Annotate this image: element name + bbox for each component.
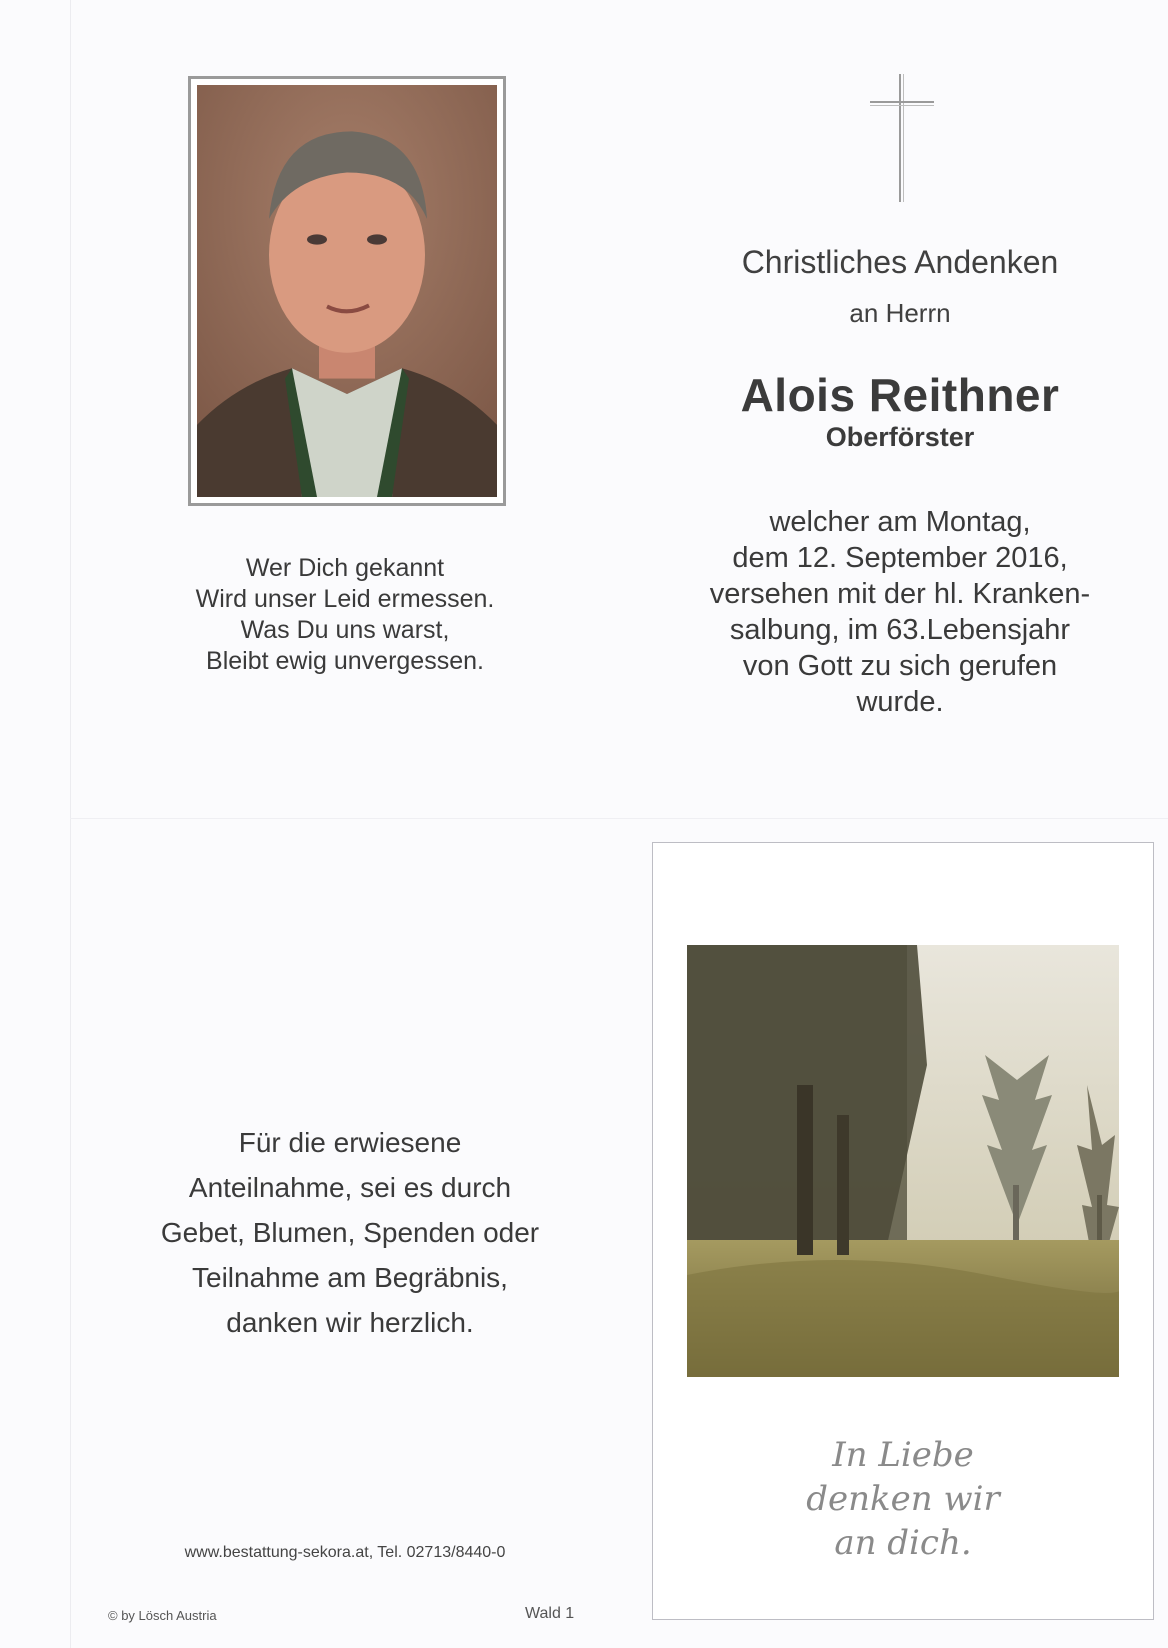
- death-details: [660, 504, 1140, 720]
- portrait-photo: [197, 85, 497, 497]
- copyright: © by Lösch Austria: [108, 1608, 217, 1623]
- details-line: versehen mit der hl. Kranken-: [709, 578, 1091, 610]
- script-line: denken wir: [806, 1479, 1000, 1519]
- deceased-name: Alois Reithner: [740, 369, 1060, 421]
- subheading: an Herrn: [849, 298, 951, 328]
- verse-line: Bleibt ewig unvergessen.: [206, 647, 484, 675]
- thanks-line: Anteilnahme, sei es durch: [188, 1172, 512, 1203]
- forest-landscape-image: [687, 945, 1119, 1377]
- deceased-title: Oberförster: [825, 422, 975, 452]
- memorial-verse: [150, 553, 540, 677]
- details-line: wurde.: [856, 686, 944, 718]
- portrait-frame: [188, 76, 506, 506]
- model-label: Wald 1: [525, 1605, 575, 1622]
- verse-line: Wer Dich gekannt: [245, 554, 445, 582]
- thanks-text: [110, 1120, 590, 1345]
- panel-divider-horizontal: [70, 818, 1168, 819]
- thanks-line: danken wir herzlich.: [226, 1307, 474, 1338]
- verse-line: Was Du uns warst,: [240, 616, 450, 644]
- script-line: an dich.: [834, 1523, 972, 1563]
- details-line: salbung, im 63.Lebensjahr: [729, 614, 1071, 646]
- panel-divider-vertical: [70, 0, 71, 1648]
- website-contact: www.bestattung-sekora.at, Tel. 02713/8440-0: [184, 1544, 506, 1561]
- details-line: dem 12. September 2016,: [732, 542, 1068, 574]
- details-line: welcher am Montag,: [769, 506, 1031, 538]
- memorial-card: [652, 842, 1154, 1620]
- cross-icon: [870, 74, 934, 202]
- thanks-line: Teilnahme am Begräbnis,: [192, 1262, 508, 1293]
- thanks-line: Gebet, Blumen, Spenden oder: [160, 1217, 540, 1248]
- details-line: von Gott zu sich gerufen: [742, 650, 1058, 682]
- heading: Christliches Andenken: [741, 244, 1059, 280]
- card-script-text: [653, 1433, 1153, 1565]
- thanks-line: Für die erwiesene: [238, 1127, 462, 1158]
- script-line: In Liebe: [832, 1435, 974, 1475]
- verse-line: Wird unser Leid ermessen.: [195, 585, 495, 613]
